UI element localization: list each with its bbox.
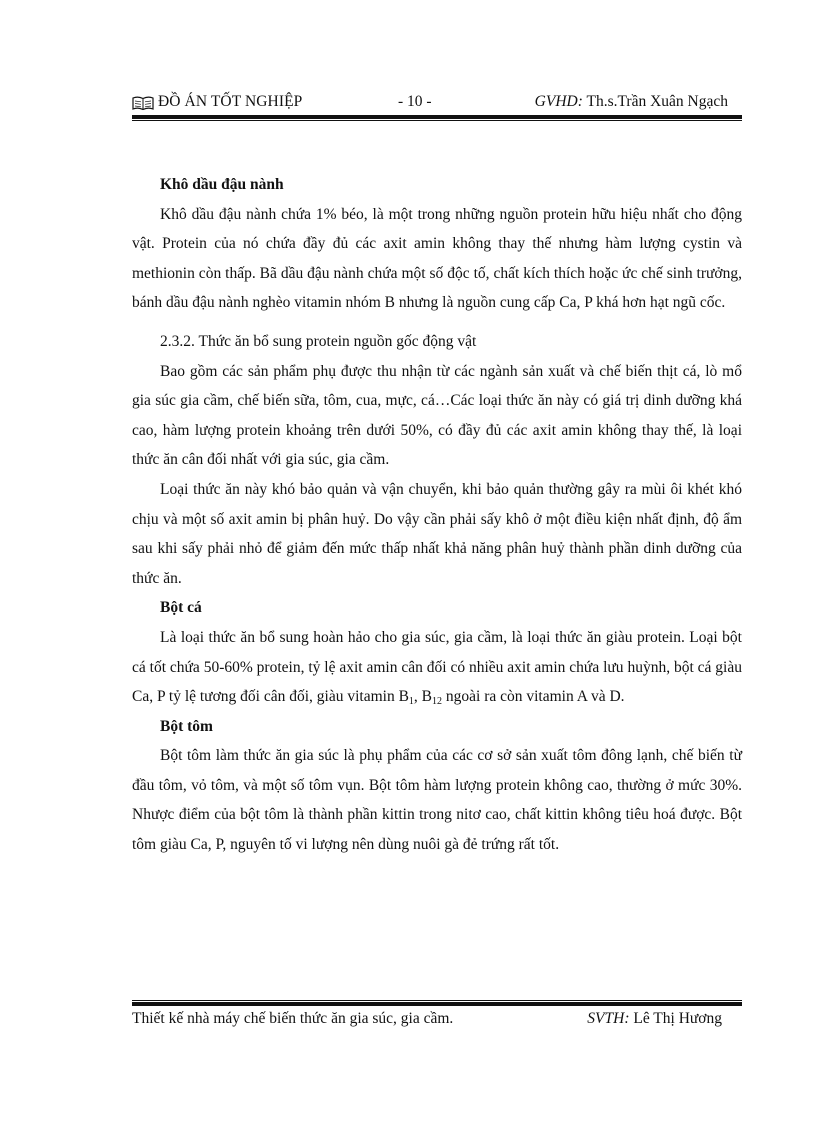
- paragraph-animal-protein-1: Bao gồm các sản phẩm phụ được thu nhận từ các ngành sản xuất và chế biến thịt cá, lò mổ gia súc gia cầm, chế biến sữa, tôm, cua, mực, cá…Các loại thức ăn này có giá trị dinh dưỡng khá cao, hàm lượng protein khoảng trên dưới 50%, có đầy đủ các axit amin không thay thế, là loại thức ăn cân đối nhất với gia súc, gia cầm.: [132, 362, 742, 469]
- paragraph-fish-meal: [132, 623, 742, 712]
- paragraph-animal-protein-2: Loại thức ăn này khó bảo quản và vận chuyển, khi bảo quản thường gây ra mùi ôi khét khó chịu và một số axit amin bị phân huỷ. Do vậy cần phải sấy khô ở một điều kiện nhất định, độ ẩm sau khi sấy phải nhỏ để giảm đến mức thấp nhất khả năng phân huỷ thành phần dinh dưỡng của thức ăn.: [132, 480, 742, 587]
- student: [587, 1010, 722, 1028]
- fish-meal-text-2: , B: [413, 688, 433, 706]
- thesis-title: Thiết kế nhà máy chế biến thức ăn gia súc, gia cầm.: [132, 1010, 454, 1027]
- header-rule-thick: [132, 115, 742, 119]
- student-label: SVTH:: [587, 1010, 630, 1027]
- advisor-name: Th.s.Trần Xuân Ngạch: [586, 93, 728, 110]
- paragraph-shrimp-meal: Bột tôm làm thức ăn gia súc là phụ phẩm của các cơ sở sản xuất tôm đông lạnh, chế biến từ đầu tôm, vỏ tôm, và một số tôm vụn. Bột tôm hàm lượng protein không cao, thường ở mức 30%. Nhược điểm của bột tôm là thành phần kittin trong nitơ cao, chất kittin không tiêu hoá được. Bột tôm giàu Ca, P, nguyên tố vi lượng nên dùng nuôi gà đẻ trứng rất tốt.: [132, 747, 742, 854]
- header-title: ĐỒ ÁN TỐT NGHIỆP: [158, 93, 303, 110]
- page-footer: [132, 1010, 742, 1032]
- advisor-label: GVHD:: [534, 93, 583, 110]
- fish-meal-text-3: ngoài ra còn vitamin A và D.: [442, 688, 625, 706]
- section-heading-soybean-meal: Khô dầu đậu nành: [160, 176, 284, 193]
- fish-meal-text-1: Là loại thức ăn bổ sung hoàn hảo cho gia súc, gia cầm, là loại thức ăn giàu protein. Loại bột cá tốt chứa 50-60% protein, tỷ lệ axit amin cân đối có nhiều axit amin chứa lưu huỳnh, bột cá giàu Ca, P tỷ lệ tương đối cân đối, giàu vitamin B: [132, 628, 742, 706]
- advisor: [535, 93, 728, 111]
- footer-rule-thick: [132, 1002, 742, 1006]
- page-header: [132, 93, 742, 115]
- document-body: [132, 170, 742, 860]
- subscript-12: 12: [432, 696, 443, 708]
- page-number: - 10 -: [398, 93, 432, 110]
- section-heading-shrimp-meal: Bột tôm: [160, 717, 213, 735]
- header-rule-thin: [132, 120, 742, 121]
- subscript-1: 1: [408, 696, 414, 708]
- footer-rule-thin: [132, 1000, 742, 1001]
- subsection-title-animal-protein: 2.3.2. Thức ăn bổ sung protein nguồn gốc động vật: [160, 332, 477, 350]
- open-book-icon: [132, 96, 154, 111]
- paragraph-soybean-meal: Khô dầu đậu nành chứa 1% béo, là một trong những nguồn protein hữu hiệu nhất cho động vật. Protein của nó chứa đầy đủ các axit amin không thay thế nhưng hàm lượng cystin và methionin còn thấp. Bã dầu đậu nành chứa một số độc tố, chất kích thích hoặc ức chế sinh trưởng, bánh dầu đậu nành nghèo vitamin nhóm B nhưng là nguồn cung cấp Ca, P khá hơn hạt ngũ cốc.: [132, 205, 742, 312]
- section-heading-fish-meal: Bột cá: [160, 599, 202, 617]
- student-name: Lê Thị Hương: [633, 1010, 722, 1027]
